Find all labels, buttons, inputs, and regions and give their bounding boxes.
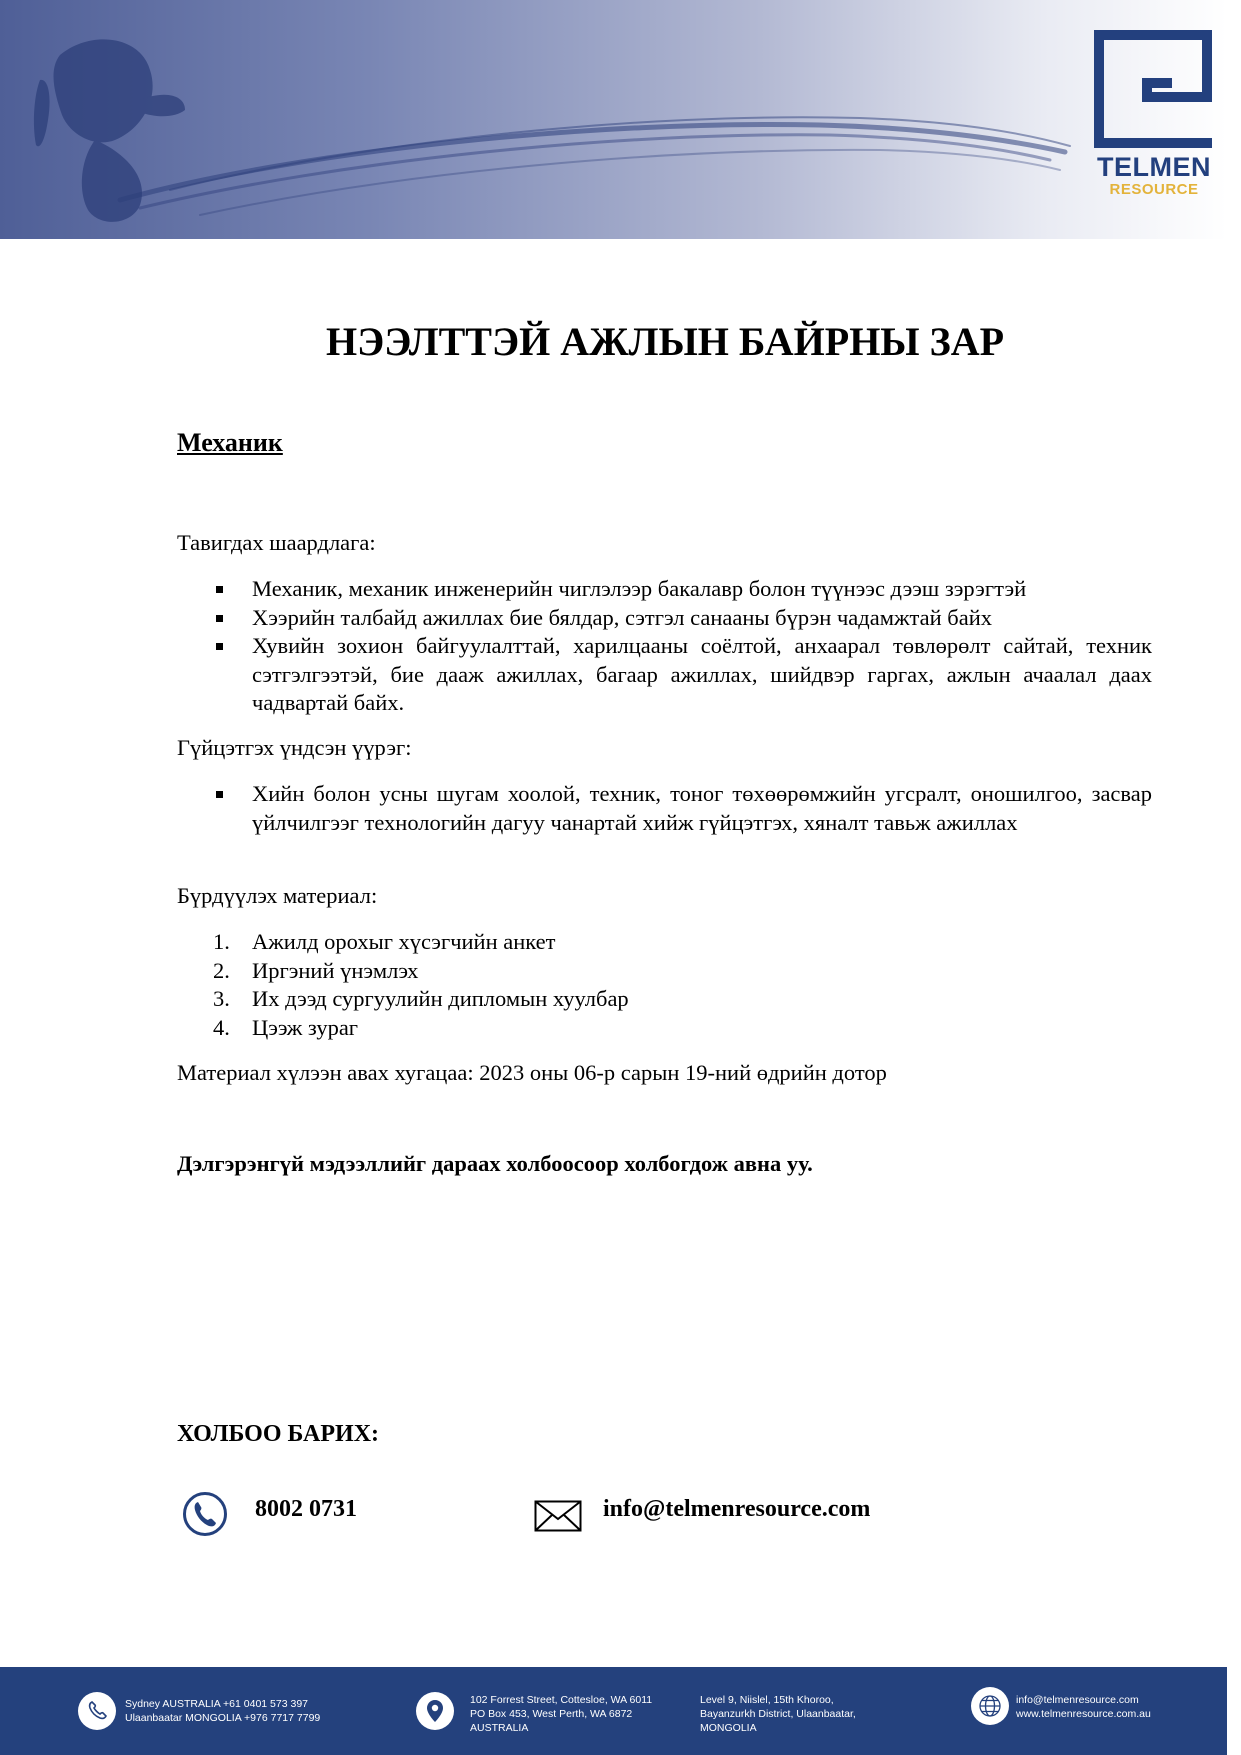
contact-heading: ХОЛБОО БАРИХ: (177, 1421, 380, 1447)
footer-phones (125, 1697, 320, 1725)
list-number: 3. (213, 986, 230, 1011)
list-item-text: Механик, механик инженерийн чиглэлээр бакалавр болон түүнээс дээш зэрэгтэй (252, 576, 1027, 601)
list-item (177, 1014, 1152, 1043)
list-item (177, 928, 1152, 957)
logo-name: TELMEN (1097, 152, 1211, 182)
list-item (177, 957, 1152, 986)
page-title: НЭЭЛТТЭЙ АЖЛЫН БАЙРНЫ ЗАР (325, 319, 1005, 364)
footer-globe-icon (971, 1687, 1009, 1725)
footer-phone-ulaanbaatar: Ulaanbaatar MONGOLIA +976 7717 7799 (125, 1712, 321, 1724)
footer-email-link[interactable]: info@telmenresource.com (1016, 1694, 1139, 1706)
footer-phone-icon (78, 1692, 116, 1730)
header-banner (0, 0, 1227, 239)
brush-swoosh-decoration (0, 0, 1227, 239)
bullet-icon (216, 643, 223, 650)
list-item (177, 604, 1152, 633)
footer-website-link[interactable]: www.telmenresource.com.au (1016, 1708, 1151, 1720)
footer-address-line: Level 9, Niislel, 15th Khoroo, (700, 1694, 834, 1706)
requirements-label: Тавигдах шаардлага: (177, 530, 376, 555)
footer-phone-sydney: Sydney AUSTRALIA +61 0401 573 397 (125, 1698, 309, 1710)
materials-label: Бүрдүүлэх материал: (177, 883, 378, 908)
list-item-text: Хувийн зохион байгуулалттай, харилцааны соёлтой, анхаарал төвлөрөлт сайтай, техник сэтгэлгээтэй, бие дааж ажиллах, багаар ажиллах, шийдвэр гаргах, ажлын ачаалал даах чадвартай байх. (252, 633, 1152, 715)
list-item (177, 780, 1152, 837)
list-item-text: Иргэний үнэмлэх (252, 957, 419, 983)
envelope-icon (534, 1500, 582, 1532)
list-item-text: Цээж зураг (252, 1014, 359, 1040)
footer-address-line: AUSTRALIA (470, 1722, 529, 1734)
list-number: 2. (213, 957, 230, 983)
list-item-text: Хийн болон усны шугам хоолой, техник, тоног төхөөрөмжийн угсралт, оношилгоо, засвар үйлчилгээг технологийн дагуу чанартай хийж гүйцэтгэх, хяналт тавьж ажиллах (252, 781, 1152, 835)
more-info-text: Дэлгэрэнгүй мэдээллийг дараах холбоосоор холбогдож авна уу. (177, 1151, 813, 1176)
materials-list (177, 928, 1152, 1042)
bullet-icon (216, 586, 223, 593)
footer-location-icon (416, 1692, 454, 1730)
list-item (177, 632, 1152, 718)
job-title: Механик (177, 428, 283, 457)
deadline-text: Материал хүлээн авах хугацаа: 2023 оны 06-р сарын 19-ний өдрийн дотор (177, 1060, 887, 1085)
footer-address-line: 102 Forrest Street, Cottesloe, WA 6011 (470, 1694, 653, 1706)
footer-address-au (470, 1693, 652, 1735)
list-number: 4. (213, 1014, 230, 1040)
list-item (177, 985, 1152, 1014)
duties-list (177, 780, 1152, 837)
contact-email[interactable]: info@telmenresource.com (603, 1496, 871, 1522)
footer-address-mn (700, 1693, 856, 1735)
list-item (177, 575, 1152, 604)
duties-label: Гүйцэтгэх үндсэн үүрэг: (177, 735, 412, 760)
logo-mark-icon (1094, 30, 1212, 148)
list-item-text: Их дээд сургуулийн дипломын хуулбар (252, 986, 629, 1011)
list-item-text: Хээрийн талбайд ажиллах бие бялдар, сэтгэл санааны бүрэн чадамжтай байх (252, 604, 992, 630)
bullet-icon (216, 791, 223, 798)
footer-address-line: MONGOLIA (700, 1722, 757, 1734)
list-number: 1. (213, 929, 230, 954)
logo-sub: RESOURCE (1109, 181, 1199, 198)
footer-address-line: Bayanzurkh District, Ulaanbaatar, (700, 1708, 856, 1720)
list-item-text: Ажилд орохыг хүсэгчийн анкет (252, 929, 556, 954)
phone-icon (182, 1491, 228, 1537)
footer-web (1016, 1693, 1151, 1721)
footer-bar (0, 1667, 1227, 1755)
telmen-logo (1094, 30, 1214, 198)
bullet-icon (216, 615, 223, 622)
footer-address-line: PO Box 453, West Perth, WA 6872 (470, 1708, 633, 1720)
contact-phone[interactable]: 8002 0731 (255, 1496, 357, 1522)
requirements-list (177, 575, 1152, 718)
